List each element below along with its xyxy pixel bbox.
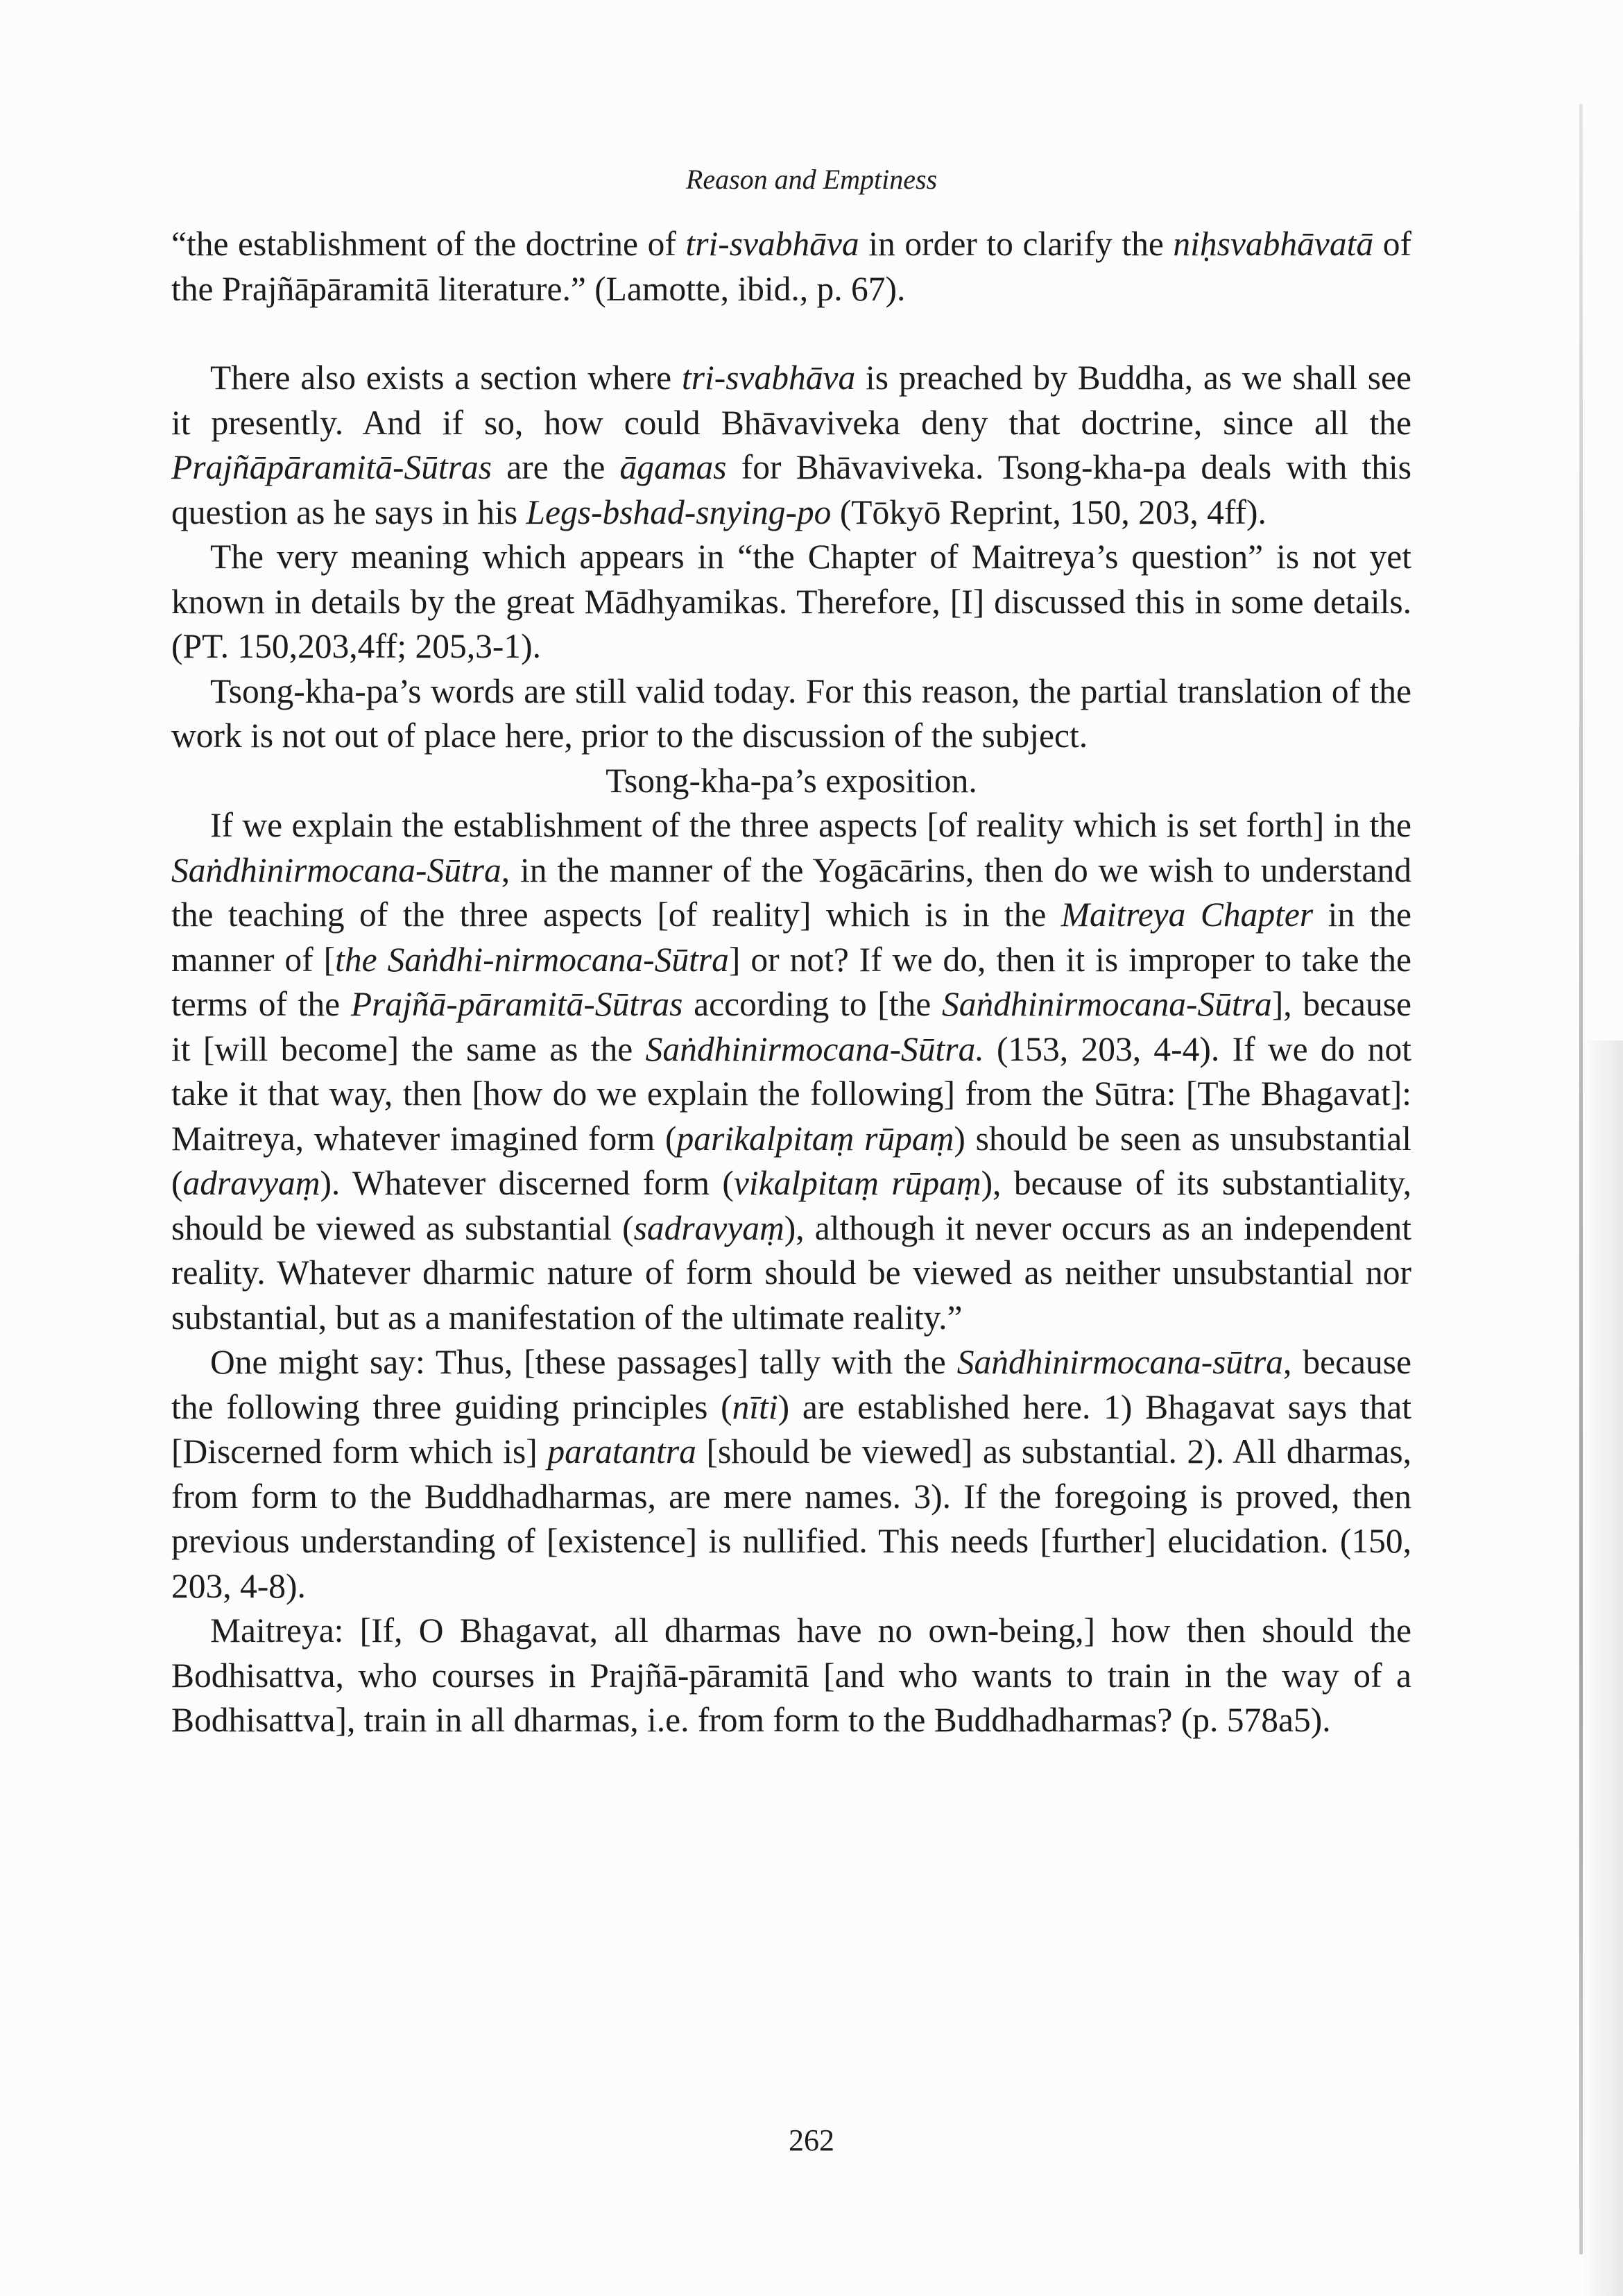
text-run: ) are established here. 1) Bhagavat says that [Discerned form which is]	[171, 1387, 1411, 1471]
text-run: are the	[492, 448, 620, 486]
page-number: 262	[789, 2123, 834, 2157]
text-run: according to [the	[682, 985, 942, 1023]
text-run: (Tōkyō Reprint, 150, 203, 4ff).	[831, 492, 1266, 531]
italic-term: tri-svabhāva	[685, 225, 859, 263]
italic-term: the Saṅdhi-nirmocana-Sūtra	[335, 940, 729, 979]
text-run: Maitreya: [If, O Bhagavat, all dharmas have no own-being,] how then should the Bodhisattva, who courses in Prajñā-pāramitā [and who wants to train in the way of a Bodhisattva], train in all dharmas, i.e. from form to the Buddhadharmas? (p. 578a5).	[171, 1611, 1411, 1739]
text-run: ), although it never occurs as an independent reality. Whatever dharmic nature of form should be viewed as neither unsubstantial nor substantial, but as a manifestation of the ultimate reality.”	[171, 1208, 1411, 1337]
text-run: , because the following three guiding principles (	[171, 1343, 1411, 1426]
paragraph	[171, 1340, 1411, 1609]
italic-term: Maitreya Chapter	[1060, 896, 1314, 934]
text-run: One might say: Thus, [these passages] tally with the	[210, 1343, 957, 1381]
section-heading	[171, 759, 1411, 804]
text-run: The very meaning which appears in “the Chapter of Maitreya’s question” is not yet known in details by the great Mādhyamikas. Therefore, [I] discussed this in some details. (PT. 150,203,4ff; 205,3-1).	[171, 538, 1411, 665]
text-run: If we explain the establishment of the three aspects [of reality which is set forth] in the	[210, 806, 1411, 844]
italic-term: āgamas	[619, 448, 727, 486]
text-run: ). Whatever discerned form (	[320, 1164, 734, 1202]
italic-term: nīti	[732, 1387, 778, 1426]
text-run: There also exists a section where	[210, 359, 682, 397]
italic-term: Saṅdhinirmocana-sūtra	[956, 1343, 1283, 1381]
text-run: “the establishment of the doctrine of	[171, 225, 686, 263]
italic-term: Saṅdhinirmocana-Sūtra	[942, 985, 1272, 1023]
text-run: [should be viewed] as substantial. 2). All dharmas, from form to the Buddhadharmas, are mere names. 3). If the foregoing is proved, then previous understanding of [existence] is nullified. This needs [further] elucidation. (150, 203, 4-8).	[171, 1432, 1411, 1605]
italic-term: vikalpitaṃ rūpaṃ	[733, 1164, 981, 1202]
paragraph	[171, 356, 1411, 535]
text-run: Tsong-kha-pa’s exposition.	[606, 761, 977, 800]
paragraph	[171, 222, 1411, 311]
italic-term: sadravyaṃ	[633, 1208, 784, 1247]
text-run: of the Prajñāpāramitā literature.” (Lamotte, ibid., p. 67).	[171, 225, 1411, 308]
italic-term: Legs-bshad-snying-po	[526, 492, 832, 531]
page-scan-shadow	[1583, 1040, 1623, 2296]
italic-term: tri-svabhāva	[682, 359, 856, 397]
paragraph	[171, 1609, 1411, 1743]
italic-term: niḥsvabhāvatā	[1173, 225, 1374, 263]
italic-term: parikalpitaṃ rūpaṃ	[676, 1119, 954, 1158]
text-run: (153, 203, 4-4). If we do not take it that way, then [how do we explain the following] from the Sūtra: [The Bhagavat]: Maitreya, whatever imagined form (	[171, 1029, 1412, 1158]
text-run: ), because of its substantiality, should be viewed as substantial (	[171, 1164, 1412, 1247]
italic-term: adravyaṃ	[182, 1164, 320, 1202]
italic-term: Prajñā-pāramitā-Sūtras	[350, 985, 683, 1023]
text-run: is preached by Buddha, as we shall see it presently. And if so, how could Bhāvaviveka deny that doctrine, since all the	[171, 359, 1412, 442]
italic-term: Saṅdhinirmocana-Sūtra	[171, 850, 501, 889]
text-run: ] or not? If we do, then it is improper to take the terms of the	[171, 940, 1411, 1023]
italic-term: Saṅdhinirmocana-Sūtra.	[645, 1029, 984, 1068]
text-run: in order to clarify the	[859, 225, 1174, 263]
italic-term: Prajñāpāramitā-Sūtras	[171, 448, 492, 486]
italic-term: paratantra	[547, 1432, 696, 1471]
paragraph	[171, 803, 1411, 1340]
paragraph	[171, 535, 1411, 669]
running-head: Reason and Emptiness	[685, 164, 938, 195]
body-text	[171, 222, 1411, 1743]
text-run: for Bhāvaviveka. Tsong-kha-pa deals with this question as he says in his	[171, 448, 1411, 531]
text-run: ) should be seen as unsubstantial (	[171, 1119, 1411, 1202]
text-run: in the manner of [	[171, 896, 1412, 979]
text-run: Tsong-kha-pa’s words are still valid today. For this reason, the partial translation of the work is not out of place here, prior to the discussion of the subject.	[171, 671, 1411, 755]
text-run: ], because it [will become] the same as the	[171, 985, 1411, 1068]
text-run: , in the manner of the Yogācārins, then do we wish to understand the teaching of the three aspects [of reality] which is in the	[171, 850, 1411, 934]
paragraph	[171, 669, 1411, 759]
